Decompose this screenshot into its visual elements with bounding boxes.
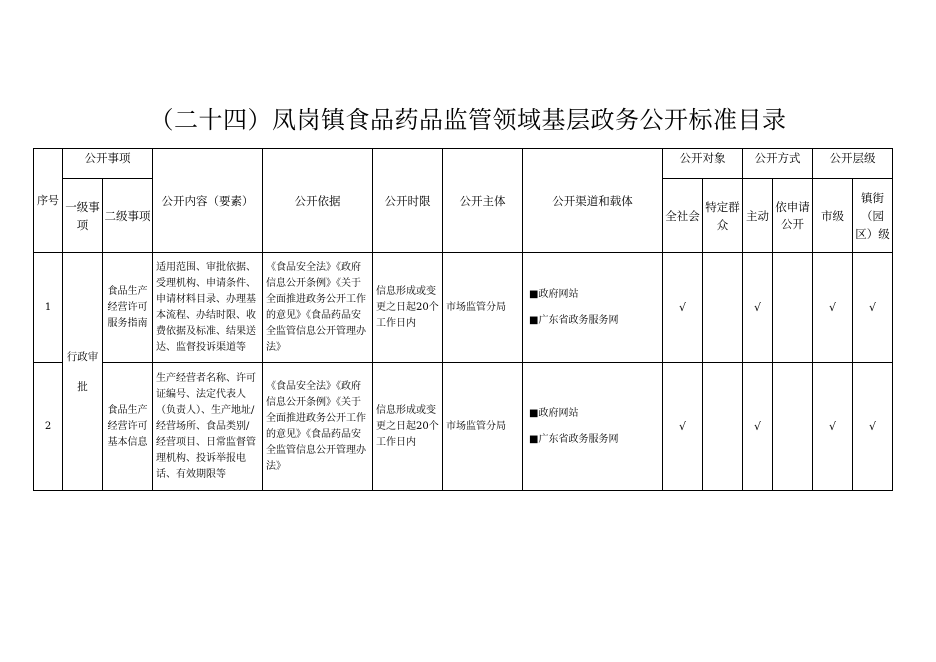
table-row [34, 363, 893, 491]
header-target-all: 全社会 [663, 179, 703, 253]
row-target-specific [703, 363, 743, 491]
page-title: （二十四）凤岗镇食品药品监管领域基层政务公开标准目录 [149, 106, 787, 134]
header-method-active: 主动 [743, 179, 773, 253]
row-channels [523, 253, 663, 363]
row-level2: 食品生产经营许可服务指南 [103, 253, 153, 363]
header-method-request: 依申请公开 [773, 179, 813, 253]
row-subject: 市场监管分局 [443, 363, 523, 491]
row-level-city: √ [813, 363, 853, 491]
header-level-town: 镇街（园区）级 [853, 179, 893, 253]
row-channels [523, 363, 663, 491]
row-level-city: √ [813, 253, 853, 363]
header-time-limit: 公开时限 [373, 149, 443, 253]
channel-item: ■广东省政务服务网 [529, 314, 619, 326]
header-content: 公开内容（要素） [153, 149, 263, 253]
header-seq: 序号 [34, 149, 63, 253]
header-level: 公开层级 [813, 149, 893, 179]
row-basis: 《食品安全法》《政府信息公开条例》《关于全面推进政务公开工作的意见》《食品药品安全监管信息公开管理办法》 [263, 363, 373, 491]
channel-item: ■政府网站 [529, 288, 579, 300]
row-time-limit: 信息形成或变更之日起20个工作日内 [373, 363, 443, 491]
row-method-active: √ [743, 253, 773, 363]
row-seq: 1 [34, 253, 63, 363]
channel-item: ■广东省政务服务网 [529, 433, 619, 445]
header-level1: 一级事项 [63, 179, 103, 253]
row-subject: 市场监管分局 [443, 253, 523, 363]
row-basis: 《食品安全法》《政府信息公开条例》《关于全面推进政务公开工作的意见》《食品药品安全监管信息公开管理办法》 [263, 253, 373, 363]
header-basis: 公开依据 [263, 149, 373, 253]
row-level-town: √ [853, 363, 893, 491]
header-level-city: 市级 [813, 179, 853, 253]
header-channel: 公开渠道和载体 [523, 149, 663, 253]
disclosure-table [33, 148, 893, 491]
row-method-active: √ [743, 363, 773, 491]
header-target: 公开对象 [663, 149, 743, 179]
row-time-limit: 信息形成或变更之日起20个工作日内 [373, 253, 443, 363]
row-target-all: √ [663, 363, 703, 491]
header-level2: 二级事项 [103, 179, 153, 253]
row-method-request [773, 363, 813, 491]
row-method-request [773, 253, 813, 363]
row-target-specific [703, 253, 743, 363]
level1-cell: 行政审批 [63, 253, 103, 491]
table-row [34, 253, 893, 363]
row-content: 生产经营者名称、许可证编号、法定代表人（负责人）、生产地址/经营场所、食品类别/经营项目、日常监督管理机构、投诉举报电话、有效期限等 [153, 363, 263, 491]
row-level2: 食品生产经营许可基本信息 [103, 363, 153, 491]
header-subject: 公开主体 [443, 149, 523, 253]
row-content: 适用范围、审批依据、受理机构、申请条件、申请材料目录、办理基本流程、办结时限、收费依据及标准、结果送达、监督投诉渠道等 [153, 253, 263, 363]
header-target-specific: 特定群众 [703, 179, 743, 253]
row-level-town: √ [853, 253, 893, 363]
channel-item: ■政府网站 [529, 407, 579, 419]
header-method: 公开方式 [743, 149, 813, 179]
header-public-matter: 公开事项 [63, 149, 153, 179]
row-target-all: √ [663, 253, 703, 363]
row-seq: 2 [34, 363, 63, 491]
